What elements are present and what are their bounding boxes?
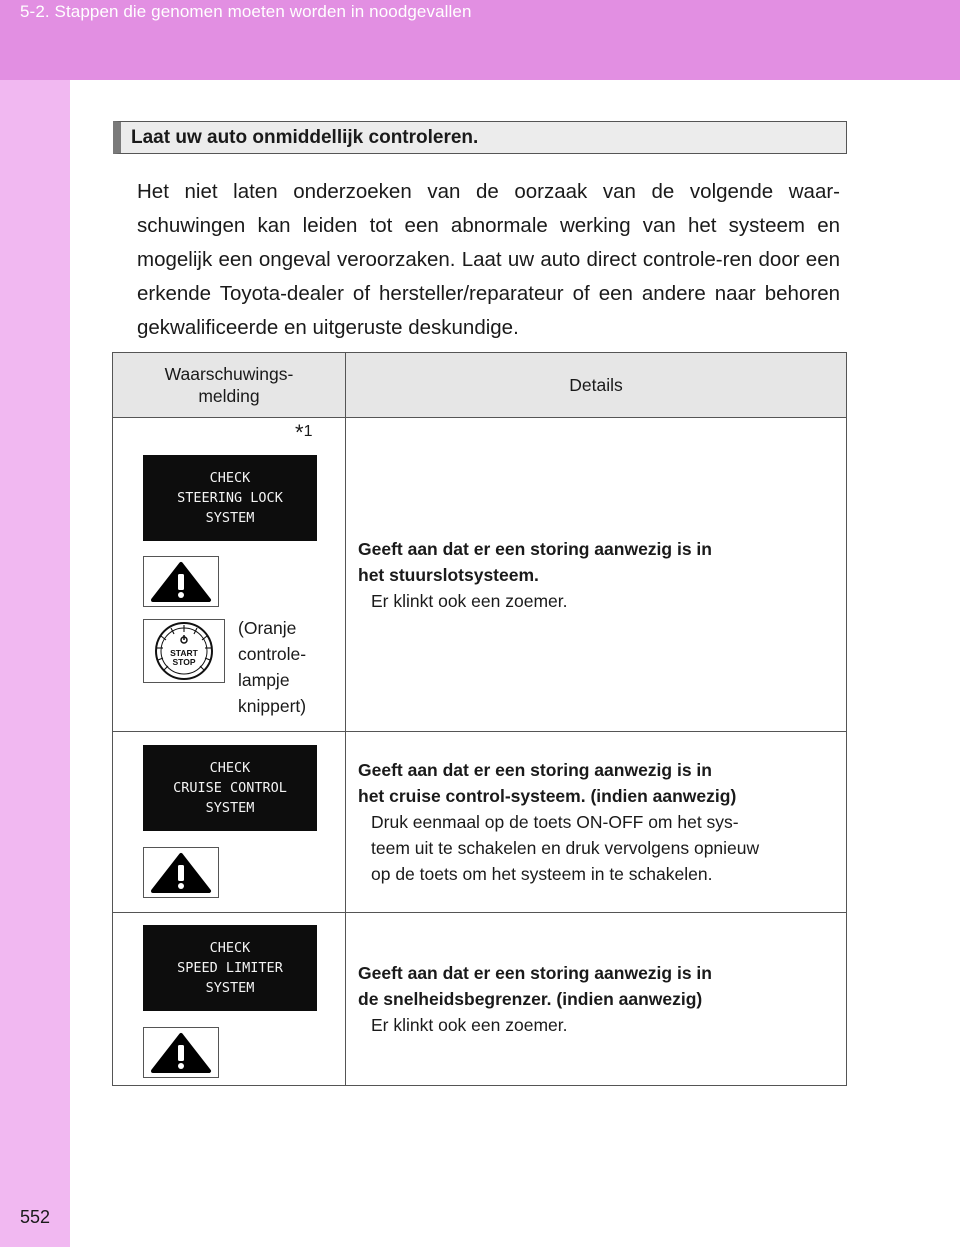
warning-triangle-icon — [143, 556, 219, 607]
footnote-marker: *1 — [295, 420, 313, 445]
page-number: 552 — [20, 1207, 51, 1227]
details-cell — [346, 732, 847, 913]
side-margin-band — [0, 80, 70, 1247]
details-cell — [346, 418, 847, 732]
table-row — [113, 913, 847, 1086]
details-text: Er klinkt ook een zoemer. — [371, 590, 568, 611]
table-row — [113, 732, 847, 913]
details-text: Er klinkt ook een zoemer. — [371, 1015, 568, 1035]
svg-text:START: START — [170, 648, 198, 658]
section-header: 5-2. Stappen die genomen moeten worden in noodgevallen — [20, 2, 472, 21]
col-header-message: Waarschuwings- melding — [113, 353, 346, 418]
warning-triangle-icon — [143, 1027, 219, 1078]
warning-visuals-cell — [113, 418, 346, 732]
section-heading: Laat uw auto onmiddellijk controleren. — [113, 121, 847, 154]
indicator-note: (Oranje controle- lampje knippert) — [238, 618, 307, 716]
details-title: Geeft aan dat er een storing aanwezig is in het stuurslotsysteem. — [358, 538, 712, 585]
lcd-message-steering-lock: CHECK STEERING LOCK SYSTEM — [143, 455, 317, 541]
warning-table — [112, 352, 847, 1086]
details-cell — [346, 913, 847, 1086]
lcd-message-speed-limiter: CHECK SPEED LIMITER SYSTEM — [143, 925, 317, 1011]
col-header-details: Details — [346, 353, 847, 418]
table-row — [113, 418, 847, 732]
table-header-row — [113, 353, 847, 418]
start-stop-button-icon — [143, 619, 225, 683]
details-text: Druk eenmaal op de toets ON-OFF om het sys- teem uit te schakelen en druk vervolgens opnieuw op de toets om het systeem in te schakelen. — [371, 812, 760, 884]
warning-visuals-cell — [113, 732, 346, 913]
details-title: Geeft aan dat er een storing aanwezig is in de snelheidsbegrenzer. (indien aanwezig) — [358, 963, 712, 1009]
details-title: Geeft aan dat er een storing aanwezig is in het cruise control-systeem. (indien aanwezig) — [358, 760, 737, 806]
warning-visuals-cell — [113, 913, 346, 1086]
svg-text:STOP: STOP — [172, 657, 196, 667]
warning-triangle-icon — [143, 847, 219, 898]
lcd-message-cruise-control: CHECK CRUISE CONTROL SYSTEM — [143, 745, 317, 831]
intro-paragraph: Het niet laten onderzoeken van de oorzaak van de volgende waar-schuwingen kan leiden tot een abnormale werking van het systeem en mogelijk een ongeval veroorzaken. Laat uw auto direct controle-ren door een erkende Toyota-dealer of hersteller/reparateur of een andere naar behoren gekwalificeerde en uitgeruste deskundige. — [137, 180, 840, 339]
